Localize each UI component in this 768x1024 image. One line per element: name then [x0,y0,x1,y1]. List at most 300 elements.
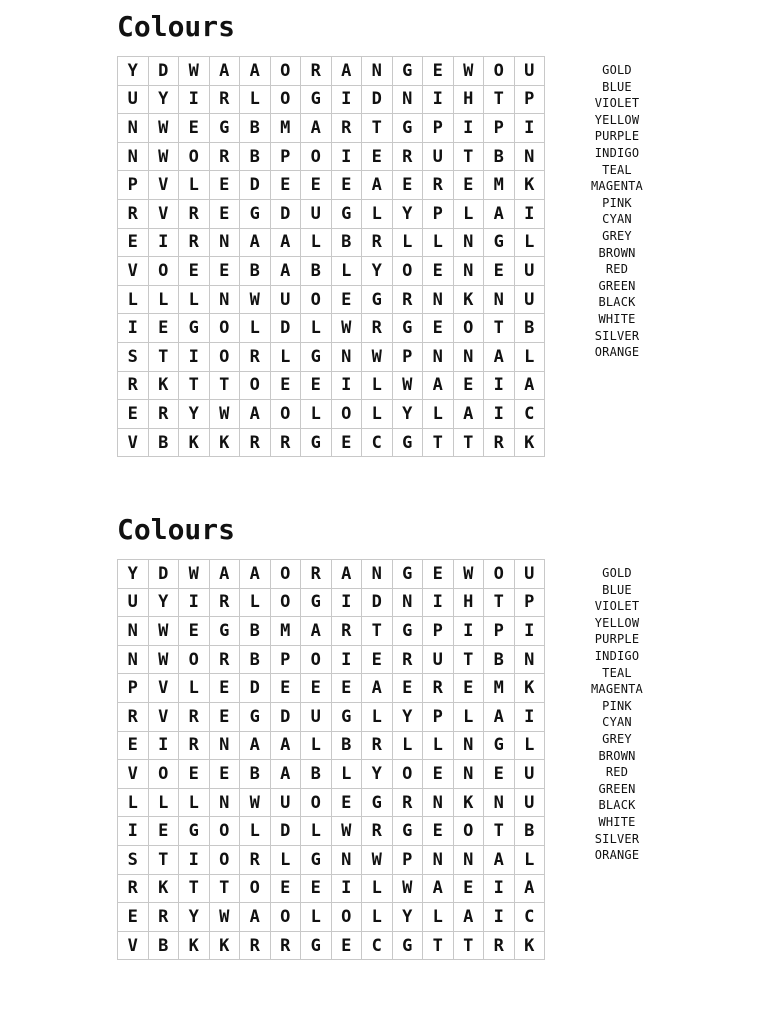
grid-cell: B [332,229,363,258]
grid-cell: A [454,903,485,932]
grid-cell: U [423,143,454,172]
grid-cell: O [210,817,241,846]
letter-grid [117,559,545,960]
grid-cell: A [210,57,241,86]
word-list-item: SILVER [594,328,640,343]
grid-cell: I [149,732,180,761]
grid-cell: B [240,114,271,143]
grid-cell: L [423,732,454,761]
word-list [577,565,657,864]
grid-cell: P [515,589,546,618]
grid-cell: B [240,760,271,789]
grid-cell: E [118,903,149,932]
grid-cell: E [210,760,241,789]
grid-cell: G [484,732,515,761]
grid-cell: D [362,589,393,618]
grid-cell: G [301,429,332,458]
grid-cell: P [271,646,302,675]
grid-cell: B [515,314,546,343]
grid-cell: T [454,646,485,675]
word-list-item: GREEN [598,781,636,796]
grid-cell: U [271,286,302,315]
grid-cell: G [210,114,241,143]
grid-cell: E [332,171,363,200]
grid-cell: R [118,372,149,401]
word-list-item: BROWN [598,748,636,763]
grid-cell: D [240,171,271,200]
grid-cell: A [240,400,271,429]
grid-cell: G [393,314,424,343]
grid-cell: O [271,903,302,932]
grid-cell: U [515,789,546,818]
grid-cell: O [484,57,515,86]
grid-cell: L [362,703,393,732]
grid-cell: D [149,57,180,86]
grid-cell: E [118,732,149,761]
grid-cell: G [301,589,332,618]
grid-cell: L [423,903,454,932]
grid-cell: U [271,789,302,818]
grid-cell: E [179,760,210,789]
grid-cell: P [423,114,454,143]
grid-cell: I [118,314,149,343]
grid-cell: E [332,789,363,818]
grid-cell: E [210,200,241,229]
grid-cell: N [393,86,424,115]
grid-cell: A [301,617,332,646]
grid-cell: Y [393,400,424,429]
word-list-item: GREY [602,731,632,746]
grid-cell: I [484,372,515,401]
grid-cell: R [423,171,454,200]
grid-cell: O [179,143,210,172]
word-list-item: PINK [602,195,632,210]
grid-cell: L [423,229,454,258]
grid-cell: R [484,429,515,458]
grid-cell: I [332,372,363,401]
grid-cell: U [515,57,546,86]
word-list [577,62,657,361]
word-list-item: WHITE [598,311,636,326]
grid-cell: E [179,257,210,286]
grid-cell: W [179,57,210,86]
grid-cell: U [118,589,149,618]
grid-cell: W [240,789,271,818]
grid-cell: E [149,314,180,343]
grid-cell: L [179,789,210,818]
grid-cell: O [271,589,302,618]
word-list-item: BLACK [598,295,636,310]
grid-cell: E [271,875,302,904]
grid-cell: K [149,372,180,401]
grid-cell: V [149,703,180,732]
grid-cell: N [515,143,546,172]
grid-cell: L [362,903,393,932]
grid-cell: E [423,817,454,846]
grid-cell: B [301,760,332,789]
grid-cell: O [210,343,241,372]
grid-cell: L [362,875,393,904]
grid-cell: D [149,560,180,589]
grid-cell: G [301,343,332,372]
grid-cell: W [149,143,180,172]
grid-cell: L [240,86,271,115]
grid-cell: R [240,932,271,961]
grid-cell: O [301,286,332,315]
grid-cell: E [179,114,210,143]
grid-cell: R [210,143,241,172]
grid-cell: Y [362,257,393,286]
grid-cell: O [210,314,241,343]
grid-cell: W [149,114,180,143]
grid-cell: E [271,171,302,200]
grid-cell: E [301,674,332,703]
grid-cell: B [240,617,271,646]
grid-cell: P [423,200,454,229]
word-list-item: TEAL [602,665,632,680]
grid-cell: K [179,932,210,961]
grid-cell: T [149,846,180,875]
grid-cell: R [149,903,180,932]
grid-cell: W [393,875,424,904]
grid-cell: O [240,372,271,401]
grid-cell: R [210,589,241,618]
grid-cell: E [301,372,332,401]
grid-cell: Y [118,57,149,86]
grid-cell: R [179,732,210,761]
grid-cell: A [240,903,271,932]
grid-cell: R [240,343,271,372]
grid-cell: O [332,903,363,932]
grid-cell: V [149,171,180,200]
grid-cell: G [332,703,363,732]
grid-cell: A [484,703,515,732]
grid-cell: B [301,257,332,286]
grid-cell: E [210,257,241,286]
word-list-item: BLUE [602,79,632,94]
grid-cell: R [393,286,424,315]
grid-cell: P [484,114,515,143]
grid-cell: R [362,732,393,761]
word-list-item: INDIGO [594,145,640,160]
grid-cell: U [301,703,332,732]
grid-cell: K [515,932,546,961]
grid-cell: W [210,400,241,429]
grid-cell: E [484,257,515,286]
grid-cell: R [271,932,302,961]
grid-cell: I [515,617,546,646]
grid-cell: E [423,257,454,286]
grid-cell: A [484,200,515,229]
grid-cell: I [423,86,454,115]
letter-grid [117,56,545,457]
grid-cell: W [149,617,180,646]
grid-cell: R [332,617,363,646]
grid-cell: G [240,703,271,732]
grid-cell: A [362,674,393,703]
grid-cell: L [393,229,424,258]
grid-cell: H [454,589,485,618]
grid-cell: N [118,617,149,646]
grid-cell: R [484,932,515,961]
grid-cell: P [393,846,424,875]
grid-cell: E [149,817,180,846]
grid-cell: Y [393,703,424,732]
grid-cell: A [240,229,271,258]
grid-cell: L [332,760,363,789]
grid-cell: T [454,143,485,172]
grid-cell: R [301,57,332,86]
grid-cell: N [118,114,149,143]
grid-cell: I [332,646,363,675]
grid-cell: I [118,817,149,846]
grid-cell: W [210,903,241,932]
word-list-item: PURPLE [594,129,640,144]
grid-cell: R [301,560,332,589]
word-list-item: TEAL [602,162,632,177]
grid-cell: L [301,314,332,343]
grid-cell: U [118,86,149,115]
word-list-item: BLUE [602,582,632,597]
grid-cell: A [423,372,454,401]
grid-cell: N [484,286,515,315]
grid-cell: A [210,560,241,589]
grid-cell: E [362,143,393,172]
grid-cell: N [210,229,241,258]
grid-cell: R [179,703,210,732]
grid-cell: A [332,57,363,86]
grid-cell: P [484,617,515,646]
grid-cell: N [454,760,485,789]
grid-cell: A [484,846,515,875]
word-search-puzzle-2 [0,503,768,983]
grid-cell: N [362,560,393,589]
grid-cell: E [301,875,332,904]
grid-cell: T [423,429,454,458]
grid-cell: N [423,343,454,372]
grid-cell: T [210,875,241,904]
grid-cell: V [118,429,149,458]
grid-cell: I [423,589,454,618]
grid-cell: A [240,560,271,589]
grid-cell: L [118,789,149,818]
grid-cell: L [301,903,332,932]
grid-cell: A [423,875,454,904]
grid-cell: K [149,875,180,904]
grid-cell: O [179,646,210,675]
grid-cell: I [454,114,485,143]
grid-cell: E [393,674,424,703]
grid-cell: V [149,200,180,229]
word-list-item: GREEN [598,278,636,293]
grid-cell: G [393,114,424,143]
grid-cell: R [149,400,180,429]
grid-cell: E [454,875,485,904]
grid-cell: A [454,400,485,429]
grid-cell: W [332,314,363,343]
grid-cell: B [484,143,515,172]
grid-cell: B [240,257,271,286]
grid-cell: O [301,143,332,172]
grid-cell: P [423,617,454,646]
grid-cell: T [454,932,485,961]
grid-cell: A [240,57,271,86]
grid-cell: R [179,200,210,229]
grid-cell: I [484,400,515,429]
grid-cell: H [454,86,485,115]
grid-cell: E [454,674,485,703]
word-list-item: RED [605,765,629,780]
grid-cell: D [240,674,271,703]
grid-cell: P [118,674,149,703]
grid-cell: G [179,817,210,846]
grid-cell: G [362,789,393,818]
grid-cell: E [362,646,393,675]
grid-cell: L [179,171,210,200]
grid-cell: A [271,732,302,761]
grid-cell: Y [362,760,393,789]
grid-cell: T [210,372,241,401]
grid-cell: L [301,817,332,846]
grid-cell: D [271,817,302,846]
grid-cell: M [271,114,302,143]
grid-cell: O [454,314,485,343]
grid-cell: N [515,646,546,675]
grid-cell: I [149,229,180,258]
grid-cell: R [210,86,241,115]
grid-cell: R [362,229,393,258]
word-list-item: VIOLET [594,96,640,111]
grid-cell: Y [118,560,149,589]
word-list-item: WHITE [598,814,636,829]
word-list-item: ORANGE [594,848,640,863]
grid-cell: W [362,846,393,875]
grid-cell: N [210,789,241,818]
grid-cell: B [484,646,515,675]
grid-cell: E [393,171,424,200]
grid-cell: R [240,846,271,875]
grid-cell: T [149,343,180,372]
grid-cell: B [149,932,180,961]
grid-cell: W [393,372,424,401]
grid-cell: I [484,875,515,904]
grid-cell: A [362,171,393,200]
grid-cell: N [484,789,515,818]
word-list-item: MAGENTA [591,682,643,697]
grid-cell: W [149,646,180,675]
grid-cell: N [423,846,454,875]
grid-cell: I [515,703,546,732]
puzzle-title: Colours [117,513,236,546]
grid-cell: S [118,343,149,372]
grid-cell: E [210,171,241,200]
grid-cell: Y [149,86,180,115]
grid-cell: G [301,86,332,115]
grid-cell: N [454,257,485,286]
grid-cell: P [515,86,546,115]
grid-cell: L [179,674,210,703]
grid-cell: E [423,560,454,589]
grid-cell: A [240,732,271,761]
grid-cell: O [149,257,180,286]
grid-cell: W [332,817,363,846]
grid-cell: I [515,200,546,229]
word-list-item: GREY [602,228,632,243]
grid-cell: D [271,314,302,343]
grid-cell: R [393,789,424,818]
grid-cell: O [240,875,271,904]
grid-cell: E [423,760,454,789]
grid-cell: N [423,789,454,818]
grid-cell: Y [179,400,210,429]
grid-cell: E [210,674,241,703]
grid-cell: P [423,703,454,732]
grid-cell: T [179,372,210,401]
grid-cell: U [515,286,546,315]
grid-cell: O [210,846,241,875]
grid-cell: T [484,86,515,115]
grid-cell: G [484,229,515,258]
grid-cell: I [515,114,546,143]
grid-cell: N [210,732,241,761]
grid-cell: G [393,932,424,961]
grid-cell: L [271,846,302,875]
grid-cell: P [393,343,424,372]
grid-cell: W [454,57,485,86]
puzzle-title: Colours [117,10,236,43]
grid-cell: V [149,674,180,703]
grid-cell: O [149,760,180,789]
grid-cell: L [332,257,363,286]
grid-cell: A [271,760,302,789]
grid-cell: N [393,589,424,618]
grid-cell: R [179,229,210,258]
grid-cell: T [454,429,485,458]
grid-cell: E [423,314,454,343]
grid-cell: U [301,200,332,229]
grid-cell: N [118,143,149,172]
grid-cell: I [332,589,363,618]
grid-cell: K [454,789,485,818]
grid-cell: N [362,57,393,86]
grid-cell: K [179,429,210,458]
grid-cell: P [271,143,302,172]
grid-cell: I [454,617,485,646]
word-list-item: BLACK [598,798,636,813]
grid-cell: N [454,229,485,258]
grid-cell: V [118,257,149,286]
grid-cell: R [210,646,241,675]
grid-cell: G [301,932,332,961]
grid-cell: M [271,617,302,646]
grid-cell: N [332,846,363,875]
grid-cell: O [484,560,515,589]
grid-cell: W [179,560,210,589]
grid-cell: R [393,646,424,675]
grid-cell: N [118,646,149,675]
grid-cell: L [149,789,180,818]
grid-cell: E [454,372,485,401]
grid-cell: O [301,646,332,675]
grid-cell: G [393,817,424,846]
grid-cell: W [454,560,485,589]
grid-cell: G [393,57,424,86]
grid-cell: E [179,617,210,646]
grid-cell: L [149,286,180,315]
grid-cell: E [454,171,485,200]
grid-cell: I [179,589,210,618]
grid-cell: E [332,674,363,703]
